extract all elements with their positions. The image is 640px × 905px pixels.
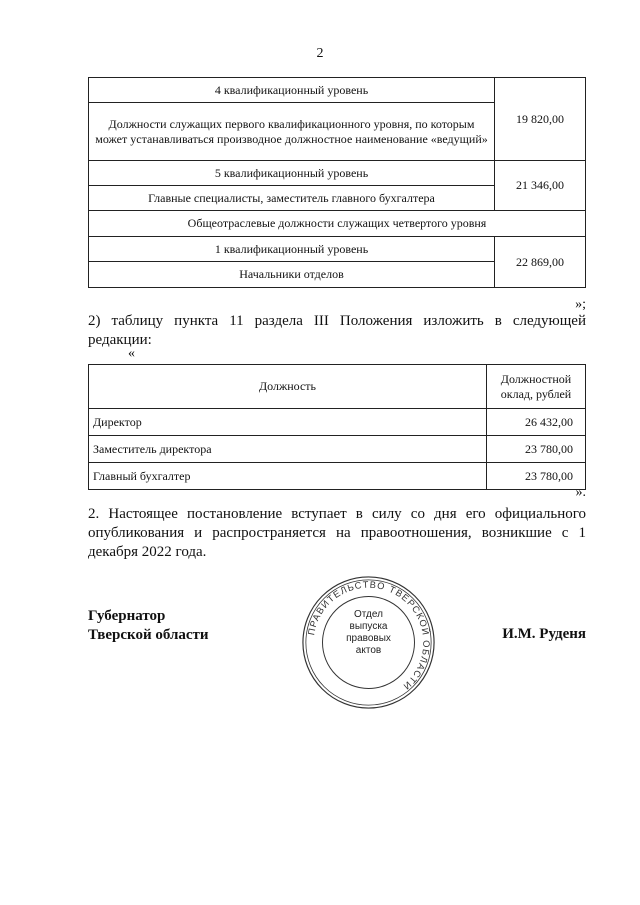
paragraph-effective-date: 2. Настоящее постановление вступает в силу со дня его официального опубликования и распространяется на правоотношения, возникшие с 1 декабря 2022 года.: [88, 506, 586, 560]
paragraph-table-amendment: 2) таблицу пункта 11 раздела III Положения изложить в следующей редакции:: [88, 313, 586, 348]
stamp-center-text: [322, 609, 415, 657]
column-header-salary: Должностной оклад, рублей: [487, 365, 586, 409]
table-row: [89, 463, 586, 490]
table-header-row: [89, 365, 586, 409]
opening-quote: «: [128, 346, 135, 361]
closing-quote: ».: [575, 485, 586, 500]
position-cell: Начальники отделов: [89, 262, 495, 288]
director-salary-table: [88, 364, 586, 490]
position-cell: Директор: [89, 409, 487, 436]
stamp-line: Отдел: [354, 609, 383, 620]
position-cell: Главные специалисты, заместитель главного бухгалтера: [89, 186, 495, 211]
signatory-title-line: Тверской области: [88, 627, 209, 643]
page-number: 2: [316, 46, 324, 61]
closing-quote: »;: [575, 297, 586, 312]
qualification-level: 4 квалификационный уровень: [89, 78, 495, 103]
position-cell: Главный бухгалтер: [89, 463, 487, 490]
salary-cell: 19 820,00: [495, 78, 586, 161]
table-row: [89, 237, 586, 262]
table-row: [89, 211, 586, 237]
stamp-line: правовых: [346, 633, 391, 644]
qualification-level: 1 квалификационный уровень: [89, 237, 495, 262]
position-cell: Должности служащих первого квалификационного уровня, по которым может устанавливаться производное должностное наименование «ведущий»: [89, 103, 495, 161]
qualification-level: 5 квалификационный уровень: [89, 161, 495, 186]
stamp-line: актов: [355, 645, 382, 656]
salary-cell: 22 869,00: [495, 237, 586, 288]
table-row: [89, 78, 586, 103]
stamp-line: выпуска: [349, 621, 388, 632]
table-row: [89, 409, 586, 436]
position-cell: Заместитель директора: [89, 436, 487, 463]
salary-cell: 23 780,00: [487, 463, 586, 490]
table-row: [89, 436, 586, 463]
column-header-position: Должность: [89, 365, 487, 409]
stamp-ring-text: ПРАВИТЕЛЬСТВО ТВЕРСКОЙ ОБЛАСТИ: [306, 579, 432, 693]
table-row: [89, 161, 586, 186]
group-heading: Общеотраслевые должности служащих четвертого уровня: [89, 211, 586, 237]
salary-cell: 23 780,00: [487, 436, 586, 463]
signatory-title: [88, 607, 209, 645]
salary-cell: 26 432,00: [487, 409, 586, 436]
signatory-name: И.М. Руденя: [502, 626, 586, 642]
salary-cell: 21 346,00: [495, 161, 586, 211]
signatory-title-line: Губернатор: [88, 608, 166, 624]
salary-table-continued: [88, 77, 586, 288]
